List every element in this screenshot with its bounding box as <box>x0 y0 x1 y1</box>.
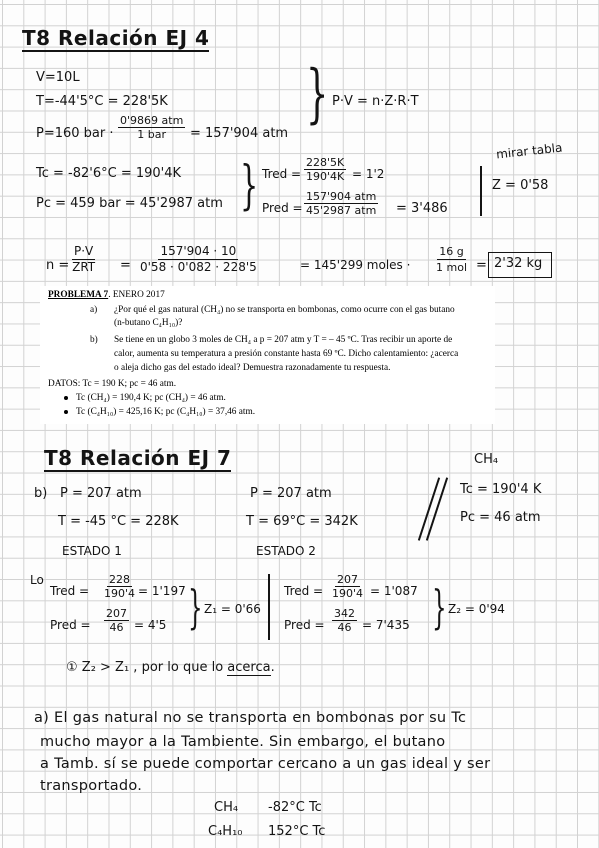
ej7-tred2-den: 190'4 <box>332 587 364 600</box>
ej4-pred-fraction <box>304 190 378 217</box>
problem-title-row <box>48 289 165 302</box>
ej7-conclusion <box>66 660 275 675</box>
ej7-conclusion-post: . <box>270 660 275 675</box>
ej7-tred1-fraction <box>104 573 135 600</box>
ej7-z2: Z₂ = 0'94 <box>448 602 505 616</box>
ej7-tred2-value: = 1'087 <box>370 584 418 598</box>
ej7-c4h10-row-value: 152°C Tc <box>268 824 326 839</box>
ej7-tred2-num: 207 <box>337 573 359 586</box>
ej7-title: T8 Relación EJ 7 <box>44 446 232 470</box>
ej7-tred1-label: Tred = <box>50 584 90 598</box>
problem-datos: DATOS: Tc = 190 K; pc = 46 atm. <box>48 379 177 389</box>
ej4-critical-temp: Tc = -82'6°C = 190'4K <box>36 166 182 181</box>
ej4-n-frac1-den: ZRT <box>72 260 96 274</box>
problem-bullet-1 <box>64 392 226 405</box>
ej7-conclusion-word: acerca <box>227 660 271 675</box>
ej7-pred2-fraction <box>332 607 357 634</box>
ej7-p1: P = 207 atm <box>60 486 142 501</box>
ej4-n-equals: = <box>120 258 131 273</box>
ej7-answer-a-line1: a) El gas natural no se transporta en bombonas por su Tc <box>34 710 467 726</box>
problem-a-line1: ¿Por qué el gas natural (CH₄) no se transporta en bombonas, como ocurre con el gas butano <box>114 305 455 315</box>
ej4-n-equals-2: = <box>476 258 487 273</box>
ej4-tred-num: 228'5K <box>306 156 345 169</box>
ej4-n-frac2-den: 0'58 · 0'082 · 228'5 <box>140 260 257 274</box>
ej7-pred2-den: 46 <box>337 621 352 634</box>
ej4-brace-2: } <box>240 156 259 216</box>
ej7-estado1: ESTADO 1 <box>62 544 122 558</box>
ej7-tred2-fraction <box>332 573 363 600</box>
ej4-n-frac2-num: 157'904 · 10 <box>160 244 237 258</box>
problem-b-line2: calor, aumenta su temperatura a presión constante hasta 69 ºC. Dicho calentamiento: ¿acerca <box>114 349 459 359</box>
ej7-pc: Pc = 46 atm <box>460 510 541 525</box>
ej7-pred1-label: Pred = <box>50 618 91 632</box>
ej7-pred1-num: 207 <box>106 607 127 620</box>
problem-title-rest: . ENERO 2017 <box>108 290 165 300</box>
ej7-b-label: b) <box>34 486 48 501</box>
problem-a-label: a) <box>90 305 98 315</box>
ej4-pred-label: Pred = <box>262 201 303 215</box>
ej7-c4h10-row-name: C₄H₁₀ <box>208 824 243 839</box>
ej4-pred-num: 157'904 atm <box>306 190 377 203</box>
ej4-n-moles: = 145'299 moles · <box>300 258 411 272</box>
ej4-n-frac3 <box>436 244 467 275</box>
ej7-ch4-row-value: -82°C Tc <box>268 800 322 815</box>
problem-b-line3: o aleja dicho gas del estado ideal? Demuestra razonadamente tu respuesta. <box>114 363 391 373</box>
ej7-answer-a-line2: mucho mayor a la Tambiente. Sin embargo, el butano <box>40 734 446 750</box>
ej7-answer-a-line4: transportado. <box>40 778 143 794</box>
ej7-tred1-den: 190'4 <box>104 587 136 600</box>
ej7-z1: Z₁ = 0'66 <box>204 602 261 616</box>
problem-a-line2: (n-butano C₄H₁₀)? <box>114 318 183 328</box>
ej7-lo: Lo <box>30 573 44 587</box>
problem-bullet-2-text: Tc (C₄H₁₀) = 425,16 K; pc (C₄H₁₀) = 37,46 atm. <box>76 407 256 417</box>
ej4-n-frac1-num: P·V <box>74 244 94 258</box>
ej4-pressure-frac-den: 1 bar <box>137 128 167 141</box>
ej4-n-frac2 <box>140 244 257 275</box>
ej4-brace-1: } <box>306 57 329 131</box>
ej7-pred2-label: Pred = <box>284 618 325 632</box>
ej7-estado2: ESTADO 2 <box>256 544 316 558</box>
ej4-mirar-tabla: mirar tabla <box>495 140 563 162</box>
ej4-result: 2'32 kg <box>494 256 543 271</box>
ej4-pred-value: = 3'486 <box>396 201 448 216</box>
ej4-title: T8 Relación EJ 4 <box>22 26 210 50</box>
ej4-critical-pressure: Pc = 459 bar = 45'2987 atm <box>36 196 223 211</box>
ej7-t1: T = -45 °C = 228K <box>58 514 179 529</box>
ej4-tred-label: Tred = <box>262 167 302 181</box>
ej4-gas-equation: P·V = n·Z·R·T <box>332 94 419 109</box>
problem-title: PROBLEMA 7 <box>48 290 109 300</box>
ej7-tred2-label: Tred = <box>284 584 324 598</box>
ej4-volume: V=10L <box>36 70 80 85</box>
ej7-pred1-den: 46 <box>109 621 124 634</box>
ej4-temperature: T=-44'5°C = 228'5K <box>36 94 168 109</box>
ej7-pred2-value: = 7'435 <box>362 618 410 632</box>
ej7-answer-a-line3: a Tamb. sí se puede comportar cercano a un gas ideal y ser <box>40 756 491 772</box>
ej7-pred1-value: = 4'5 <box>134 618 167 632</box>
ej4-pressure-result: = 157'904 atm <box>190 126 289 141</box>
ej4-n-frac3-den: 1 mol <box>436 261 467 274</box>
ej4-tred-den: 190'4K <box>306 170 345 183</box>
ej4-n-frac1 <box>72 244 95 275</box>
ej4-divider <box>480 166 482 216</box>
ej4-tred-value: = 1'2 <box>352 167 385 181</box>
ej7-tred1-num: 228 <box>109 573 131 586</box>
ej4-pressure-fraction <box>118 114 185 141</box>
ej7-brace-2: } <box>432 580 447 634</box>
ej7-pred2-num: 342 <box>334 607 355 620</box>
ej4-n-frac3-num: 16 g <box>439 245 464 258</box>
ej4-n-label: n = <box>46 258 70 273</box>
problem-bullet-1-text: Tc (CH₄) = 190,4 K; pc (CH₄) = 46 atm. <box>76 393 226 403</box>
ej7-conclusion-pre: ① Z₂ > Z₁ , por lo que lo <box>66 660 228 675</box>
ej7-brace-1: } <box>188 580 203 634</box>
ej7-t2: T = 69°C = 342K <box>246 514 358 529</box>
ej4-pressure-frac-num: 0'9869 atm <box>120 114 184 127</box>
ej7-p2: P = 207 atm <box>250 486 332 501</box>
problem-b-line1: Se tiene en un globo 3 moles de CH₄ a p = 207 atm y T = – 45 ºC. Tras recibir un aporte de <box>114 335 453 345</box>
ej4-z-value: Z = 0'58 <box>492 178 549 193</box>
ej7-divider <box>268 574 270 640</box>
ej4-tred-fraction <box>304 156 346 183</box>
bullet-icon <box>64 410 68 414</box>
ej7-tred1-value: = 1'197 <box>138 584 186 598</box>
problem-bullet-2 <box>64 406 255 419</box>
ej4-pressure-label: P=160 bar · <box>36 126 114 141</box>
ej7-tc: Tc = 190'4 K <box>460 482 542 497</box>
ej4-pred-den: 45'2987 atm <box>306 204 377 217</box>
ej7-ch4-row-name: CH₄ <box>214 800 239 815</box>
bullet-icon <box>64 396 68 400</box>
problem-b-label: b) <box>90 335 98 345</box>
problem-printed-block <box>40 286 495 424</box>
ej7-pred1-fraction <box>104 607 129 634</box>
ej7-ch4-label: CH₄ <box>474 452 499 467</box>
